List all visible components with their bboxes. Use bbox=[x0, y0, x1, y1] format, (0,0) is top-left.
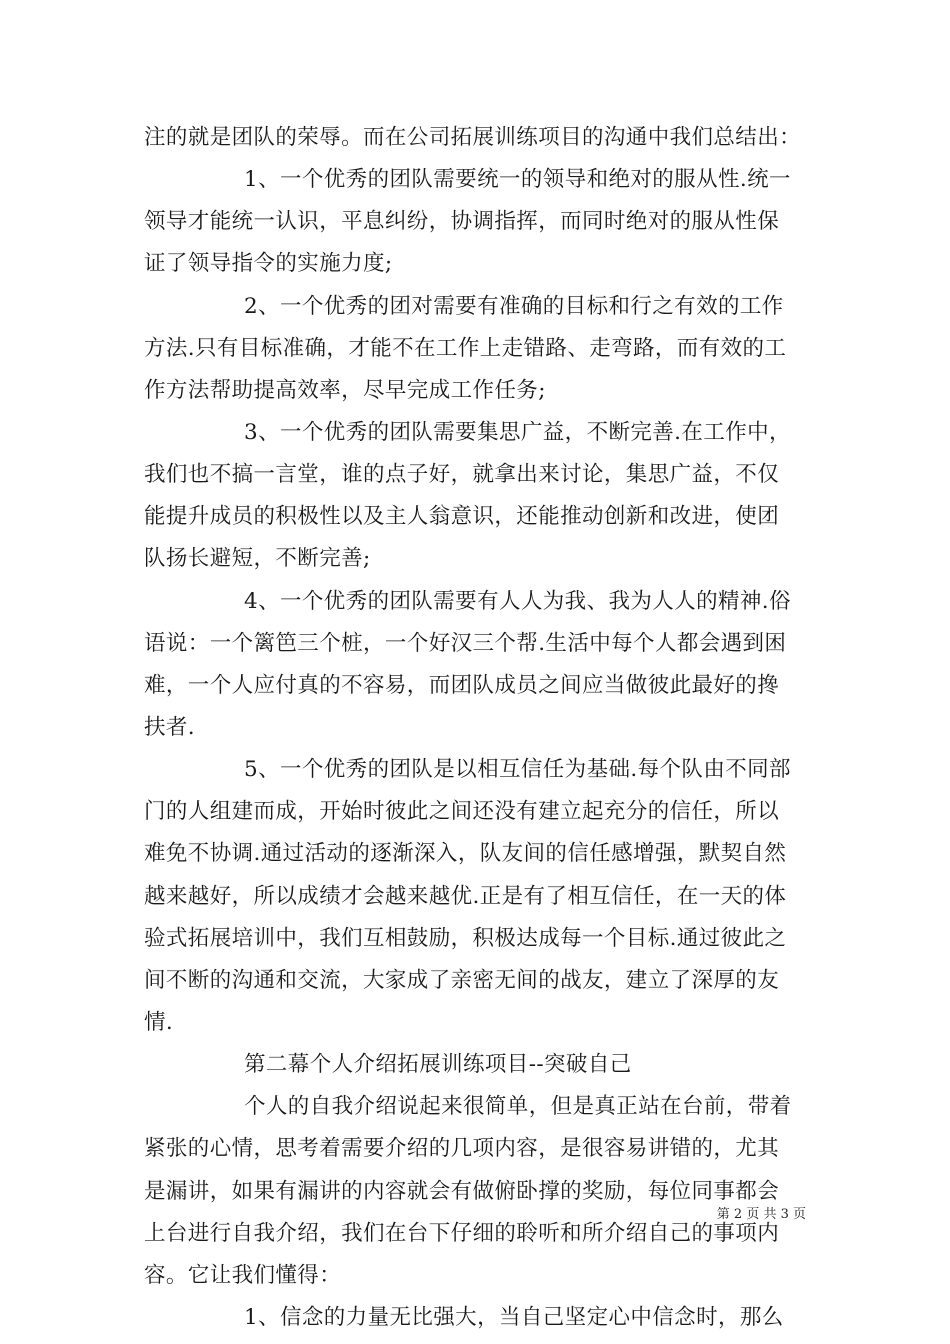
text-line: 紧张的心情，思考着需要介绍的几项内容，是很容易讲错的，尤其 bbox=[144, 1136, 780, 1162]
text-line: 容。它让我们懂得： bbox=[144, 1262, 342, 1288]
text-line: 语说：一个篱笆三个桩，一个好汉三个帮.生活中每个人都会遇到困 bbox=[144, 630, 787, 656]
list-item-5-line: 5、一个优秀的团队是以相互信任为基础.每个队由不同部 bbox=[244, 757, 791, 783]
text-line: 作方法帮助提高效率，尽早完成工作任务; bbox=[144, 377, 546, 403]
text-line: 上台进行自我介绍，我们在台下仔细的聆听和所介绍自己的事项内 bbox=[144, 1220, 780, 1246]
text-line: 扶者. bbox=[144, 714, 196, 740]
document-body bbox=[144, 117, 808, 1339]
text-line: 情. bbox=[144, 1009, 174, 1035]
page-number-footer: 第 2 页 共 3 页 bbox=[716, 1207, 806, 1222]
text-line: 是漏讲，如果有漏讲的内容就会有做俯卧撑的奖励，每位同事都会 bbox=[144, 1178, 780, 1204]
text-line: 方法.只有目标准确，才能不在工作上走错路、走弯路，而有效的工 bbox=[144, 335, 787, 361]
text-line: 队扬长避短，不断完善; bbox=[144, 546, 371, 572]
list-item-4-line: 4、一个优秀的团队需要有人人为我、我为人人的精神.俗 bbox=[244, 588, 791, 614]
text-line: 领导才能统一认识，平息纠纷，协调指挥，而同时绝对的服从性保 bbox=[144, 209, 780, 235]
text-line: 门的人组建而成，开始时彼此之间还没有建立起充分的信任，所以 bbox=[144, 799, 780, 825]
text-line: 难，一个人应付真的不容易，而团队成员之间应当做彼此最好的搀 bbox=[144, 672, 780, 698]
section-heading: 第二幕个人介绍拓展训练项目--突破自己 bbox=[244, 1052, 632, 1078]
list-item-1-line: 1、一个优秀的团队需要统一的领导和绝对的服从性.统一 bbox=[244, 167, 791, 193]
text-line: 证了领导指令的实施力度; bbox=[144, 251, 393, 277]
text-line: 验式拓展培训中，我们互相鼓励，积极达成每一个目标.通过彼此之 bbox=[144, 925, 787, 951]
text-line: 注的就是团队的荣辱。而在公司拓展训练项目的沟通中我们总结出： bbox=[144, 125, 802, 150]
list-item-3-line: 3、一个优秀的团队需要集思广益，不断完善.在工作中， bbox=[244, 419, 791, 445]
text-line: 越来越好，所以成绩才会越来越优.正是有了相互信任，在一天的体 bbox=[144, 883, 787, 909]
text-line: 间不断的沟通和交流，大家成了亲密无间的战友，建立了深厚的友 bbox=[144, 967, 780, 993]
text-line: 我们也不搞一言堂，谁的点子好，就拿出来讨论，集思广益，不仅 bbox=[144, 462, 780, 488]
text-line: 能提升成员的积极性以及主人翁意识，还能推动创新和改进，使团 bbox=[144, 504, 780, 530]
list-item-1-line: 1、信念的力量无比强大，当自己坚定心中信念时，那么 bbox=[244, 1304, 784, 1330]
list-item-2-line: 2、一个优秀的团对需要有准确的目标和行之有效的工作 bbox=[244, 293, 784, 319]
text-line: 难免不协调.通过活动的逐渐深入，队友间的信任感增强，默契自然 bbox=[144, 841, 787, 867]
paragraph-start-line: 个人的自我介绍说起来很简单，但是真正站在台前，带着 bbox=[244, 1094, 792, 1120]
